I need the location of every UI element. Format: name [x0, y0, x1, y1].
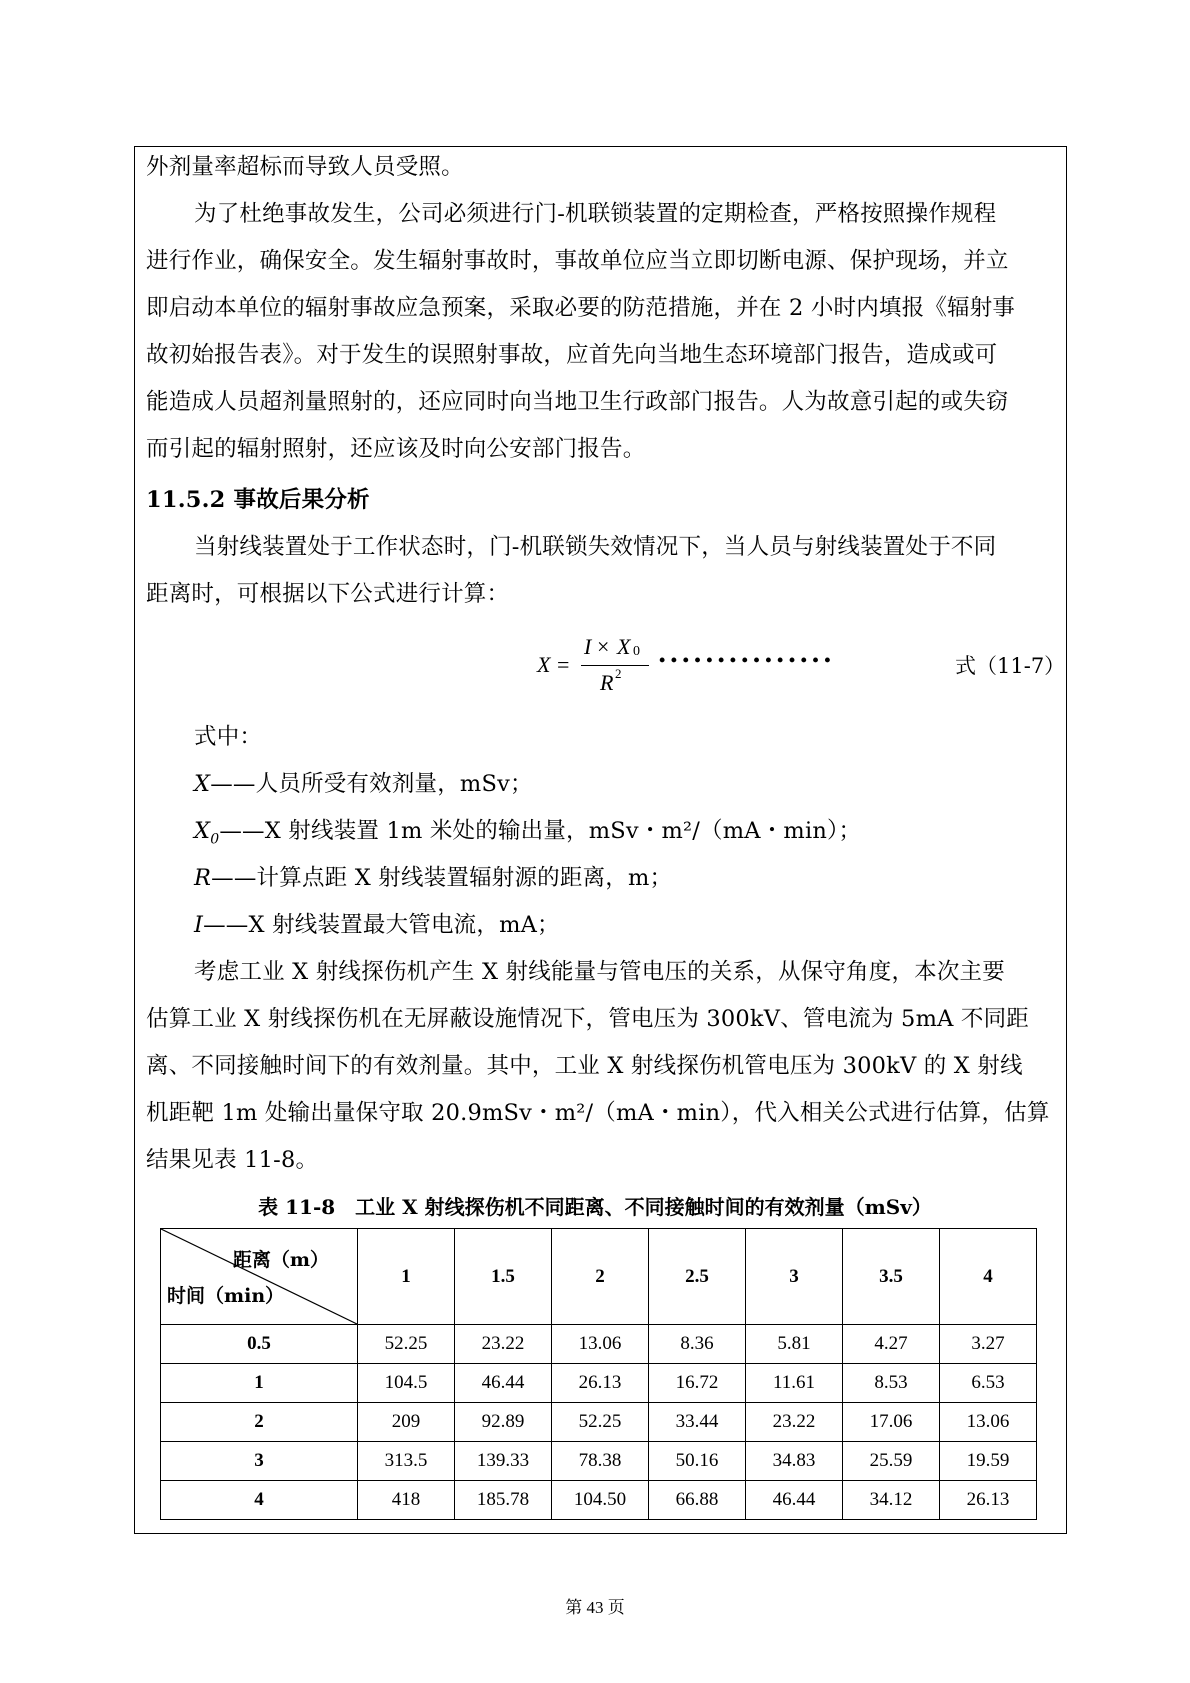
table-cell: 3.27 [940, 1325, 1037, 1364]
definition-x0 [194, 816, 861, 855]
paragraph-line: 而引起的辐射照射，还应该及时向公安部门报告。 [146, 436, 646, 462]
paragraph-line: 离、不同接触时间下的有效剂量。其中，工业 X 射线探伤机管电压为 300kV 的 X 射线 [146, 1053, 1023, 1079]
corner-diagonal [161, 1229, 357, 1324]
paragraph-line: 当射线装置处于工作状态时，门-机联锁失效情况下，当人员与射线装置处于不同 [194, 534, 997, 560]
paragraph-line: 能造成人员超剂量照射的，还应同时向当地卫生行政部门报告。人为故意引起的或失窃 [146, 389, 1009, 415]
table-header-row [161, 1229, 1037, 1325]
table-cell: 33.44 [649, 1403, 746, 1442]
column-header: 2 [552, 1229, 649, 1325]
formula-denominator-sup: 2 [615, 666, 622, 681]
table-cell: 52.25 [358, 1325, 455, 1364]
definition-symbol: X [194, 771, 211, 797]
formula-lhs: X [537, 652, 551, 677]
table-cell: 4.27 [843, 1325, 940, 1364]
table-cell: 25.59 [843, 1442, 940, 1481]
table-cell: 8.53 [843, 1364, 940, 1403]
paragraph-line: 考虑工业 X 射线探伤机产生 X 射线能量与管电压的关系，从保守角度，本次主要 [194, 959, 1005, 985]
paragraph-line: 外剂量率超标而导致人员受照。 [146, 154, 464, 180]
section-heading: 11.5.2 事故后果分析 [146, 487, 370, 513]
table-cell: 104.50 [552, 1481, 649, 1520]
paragraph-line: 估算工业 X 射线探伤机在无屏蔽设施情况下，管电压为 300kV、管电流为 5mA 不同距 [146, 1006, 1030, 1032]
paragraph-line: 即启动本单位的辐射事故应急预案，采取必要的防范措施，并在 2 小时内填报《辐射事 [146, 295, 1016, 321]
column-header: 3.5 [843, 1229, 940, 1325]
definition-symbol: X [194, 818, 211, 844]
table-corner-cell [161, 1229, 358, 1325]
table-cell: 6.53 [940, 1364, 1037, 1403]
definition-symbol: I [194, 912, 204, 938]
row-header: 4 [161, 1481, 358, 1520]
definition-text: ——人员所受有效剂量，mSv； [210, 771, 533, 797]
table-cell: 104.5 [358, 1364, 455, 1403]
paragraph-line: 故初始报告表》。对于发生的误照射事故，应首先向当地生态环境部门报告，造成或可 [146, 342, 998, 368]
table-cell: 26.13 [940, 1481, 1037, 1520]
table-cell: 46.44 [746, 1481, 843, 1520]
table-cell: 17.06 [843, 1403, 940, 1442]
table-row [161, 1325, 1037, 1364]
paragraph-line: 结果见表 11-8。 [146, 1147, 319, 1173]
definition-text: ——X 射线装置 1m 米处的输出量，mSv・m²/（mA・min）； [219, 818, 862, 844]
table-cell: 13.06 [940, 1403, 1037, 1442]
paragraph-line: 距离时，可根据以下公式进行计算： [146, 581, 510, 607]
table-cell: 23.22 [455, 1325, 552, 1364]
formula-numerator-x: X [617, 634, 631, 659]
paragraph-line: 机距靶 1m 处输出量保守取 20.9mSv・m²/（mA・min），代入相关公式进行估算，估算 [146, 1100, 1050, 1126]
column-header: 1.5 [455, 1229, 552, 1325]
table-cell: 34.83 [746, 1442, 843, 1481]
table-cell: 50.16 [649, 1442, 746, 1481]
table-row [161, 1364, 1037, 1403]
table-row [161, 1481, 1037, 1520]
definition-symbol: R [194, 865, 212, 891]
formula-denominator: R [600, 670, 614, 695]
table-cell: 34.12 [843, 1481, 940, 1520]
table-cell: 8.36 [649, 1325, 746, 1364]
page-number: 第 43 页 [565, 1598, 625, 1617]
definition-x [194, 769, 533, 799]
dose-table [160, 1228, 1037, 1520]
table-cell: 19.59 [940, 1442, 1037, 1481]
corner-label-time: 时间（min） [167, 1285, 285, 1307]
column-header: 3 [746, 1229, 843, 1325]
formula-times: × [597, 634, 610, 659]
table-cell: 139.33 [455, 1442, 552, 1481]
formula-numerator-sub: 0 [633, 644, 640, 659]
table-cell: 66.88 [649, 1481, 746, 1520]
table-cell: 313.5 [358, 1442, 455, 1481]
definition-i [194, 910, 560, 940]
paragraph-line: 进行作业，确保安全。发生辐射事故时，事故单位应当立即切断电源、保护现场，并立 [146, 248, 1009, 274]
table-cell: 11.61 [746, 1364, 843, 1403]
corner-label-distance: 距离（m） [232, 1249, 329, 1271]
formula-equals: = [557, 652, 570, 677]
row-header: 0.5 [161, 1325, 358, 1364]
paragraph-line: 为了杜绝事故发生，公司必须进行门-机联锁装置的定期检查，严格按照操作规程 [194, 201, 997, 227]
table-cell: 16.72 [649, 1364, 746, 1403]
table-row [161, 1442, 1037, 1481]
table-cell: 13.06 [552, 1325, 649, 1364]
where-label: 式中： [194, 724, 263, 750]
column-header: 4 [940, 1229, 1037, 1325]
table-cell: 78.38 [552, 1442, 649, 1481]
table-cell: 26.13 [552, 1364, 649, 1403]
table-row [161, 1403, 1037, 1442]
table-cell: 185.78 [455, 1481, 552, 1520]
definition-text: ——X 射线装置最大管电流，mA； [203, 912, 560, 938]
table-cell: 52.25 [552, 1403, 649, 1442]
table-cell: 46.44 [455, 1364, 552, 1403]
table-cell: 92.89 [455, 1403, 552, 1442]
formula-label: 式（11-7） [955, 654, 1066, 678]
row-header: 1 [161, 1364, 358, 1403]
definition-text: ——计算点距 X 射线装置辐射源的距离，m； [211, 865, 673, 891]
column-header: 2.5 [649, 1229, 746, 1325]
formula-numerator-i: I [584, 634, 592, 659]
table-cell: 209 [358, 1403, 455, 1442]
definition-r [194, 863, 672, 893]
definition-subscript: 0 [210, 831, 220, 848]
table-title: 表 11-8 工业 X 射线探伤机不同距离、不同接触时间的有效剂量（mSv） [258, 1195, 932, 1219]
row-header: 3 [161, 1442, 358, 1481]
formula-leader-dots: • • • • • • • • • • • • • • • [659, 650, 832, 670]
table-cell: 5.81 [746, 1325, 843, 1364]
row-header: 2 [161, 1403, 358, 1442]
table-cell: 418 [358, 1481, 455, 1520]
table-cell: 23.22 [746, 1403, 843, 1442]
column-header: 1 [358, 1229, 455, 1325]
